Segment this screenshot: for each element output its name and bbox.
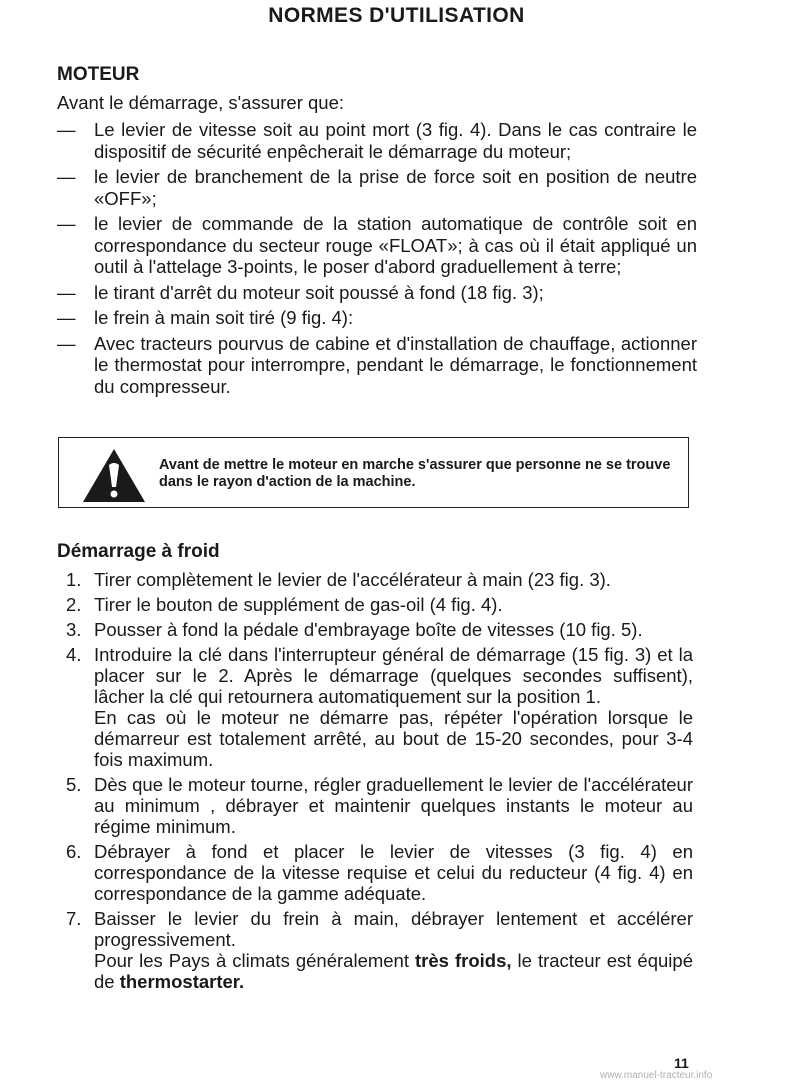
list-item-text: Le levier de vitesse soit au point mort (3 fig. 4). Dans le cas contraire le dispositif de sécurité enpêcherait le démarrage du moteur;: [94, 119, 697, 162]
step-number: 2.: [66, 594, 82, 615]
moteur-intro: Avant le démarrage, s'assurer que:: [57, 92, 345, 113]
step-item: [57, 908, 693, 992]
step-item: [57, 644, 693, 770]
note-emphasis: thermostarter.: [119, 971, 245, 992]
step-text: Baisser le levier du frein à main, débrayer lentement et accélérer progressivement.: [94, 908, 693, 950]
list-item-text: le levier de commande de la station automatique de contrôle soit en correspondance du secteur rouge «FLOAT»; à cas où il était appliqué un outil à l'attelage 3-points, le poser d'abord graduellement à terre;: [94, 213, 697, 277]
list-item-text: le tirant d'arrêt du moteur soit poussé à fond (18 fig. 3);: [94, 281, 544, 303]
step-item: [57, 619, 693, 640]
warning-box: [58, 437, 689, 508]
dash-bullet: —: [57, 119, 76, 140]
list-item: [57, 166, 697, 209]
list-item: [57, 333, 697, 398]
step-item: [57, 841, 693, 904]
list-item-text: Avec tracteurs pourvus de cabine et d'installation de chauffage, actionner le thermostat pour interrompre, pendant le démarrage, le fonctionnement du compresseur.: [94, 332, 697, 397]
step-item: [57, 774, 693, 837]
step-text-note: [94, 950, 693, 992]
step-item: [57, 569, 693, 590]
page-title: NORMES D'UTILISATION: [268, 4, 525, 27]
step-text-note: En cas où le moteur ne démarre pas, répéter l'opération lorsque le démarreur est totalement arrêté, au bout de 15-20 secondes, pour 3-4 fois maximum.: [94, 707, 693, 770]
step-text: Introduire la clé dans l'interrupteur général de démarrage (15 fig. 3) et la placer sur le 2. Après le démarrage (quelques secondes suffisent), lâcher la clé qui retournera automatiquement sur la position 1.: [94, 644, 693, 707]
step-text: Pousser à fond la pédale d'embrayage boîte de vitesses (10 fig. 5).: [94, 619, 643, 640]
dash-bullet: —: [57, 213, 76, 234]
list-item-text: le levier de branchement de la prise de force soit en position de neutre «OFF»;: [94, 166, 697, 209]
step-text: Tirer complètement le levier de l'accélérateur à main (23 fig. 3).: [94, 569, 611, 590]
dash-bullet: —: [57, 307, 76, 328]
step-number: 4.: [66, 644, 82, 665]
dash-bullet: —: [57, 332, 76, 354]
list-item: [57, 119, 697, 162]
step-number: 3.: [66, 619, 82, 640]
warning-text: Avant de mettre le moteur en marche s'assurer que personne ne se trouve dans le rayon d'action de la machine.: [159, 457, 671, 490]
step-number: 5.: [66, 774, 82, 795]
warning-triangle-icon: [82, 447, 146, 503]
list-item-text: le frein à main soit tiré (9 fig. 4):: [94, 307, 354, 328]
section-title-demarrage: Démarrage à froid: [57, 541, 220, 562]
demarrage-steps: [57, 569, 693, 996]
list-item: [57, 282, 697, 304]
moteur-checklist: [57, 119, 697, 401]
note-text: le tracteur est équipé de: [94, 950, 693, 992]
dash-bullet: —: [57, 281, 76, 303]
step-number: 7.: [66, 908, 82, 929]
watermark: www.manuel-tracteur.info: [600, 1070, 713, 1081]
step-text: Dès que le moteur tourne, régler graduellement le levier de l'accélérateur au minimum , débrayer et maintenir quelques instants le moteur au régime minimum.: [94, 774, 693, 837]
list-item: [57, 213, 697, 278]
step-text: Tirer le bouton de supplément de gas-oil (4 fig. 4).: [94, 594, 503, 615]
note-emphasis: très froids,: [415, 950, 512, 971]
note-text: Pour les Pays à climats généralement: [94, 950, 416, 971]
list-item: [57, 307, 697, 329]
step-text: Débrayer à fond et placer le levier de vitesses (3 fig. 4) en correspondance de la vitesse requise et celui du reducteur (4 fig. 4) en correspondance de la gamme adéquate.: [94, 841, 693, 904]
step-number: 1.: [66, 569, 82, 590]
step-number: 6.: [66, 841, 82, 862]
section-title-moteur: MOTEUR: [57, 64, 140, 85]
step-item: [57, 594, 693, 615]
dash-bullet: —: [57, 166, 76, 187]
page-number: 11: [674, 1055, 689, 1071]
